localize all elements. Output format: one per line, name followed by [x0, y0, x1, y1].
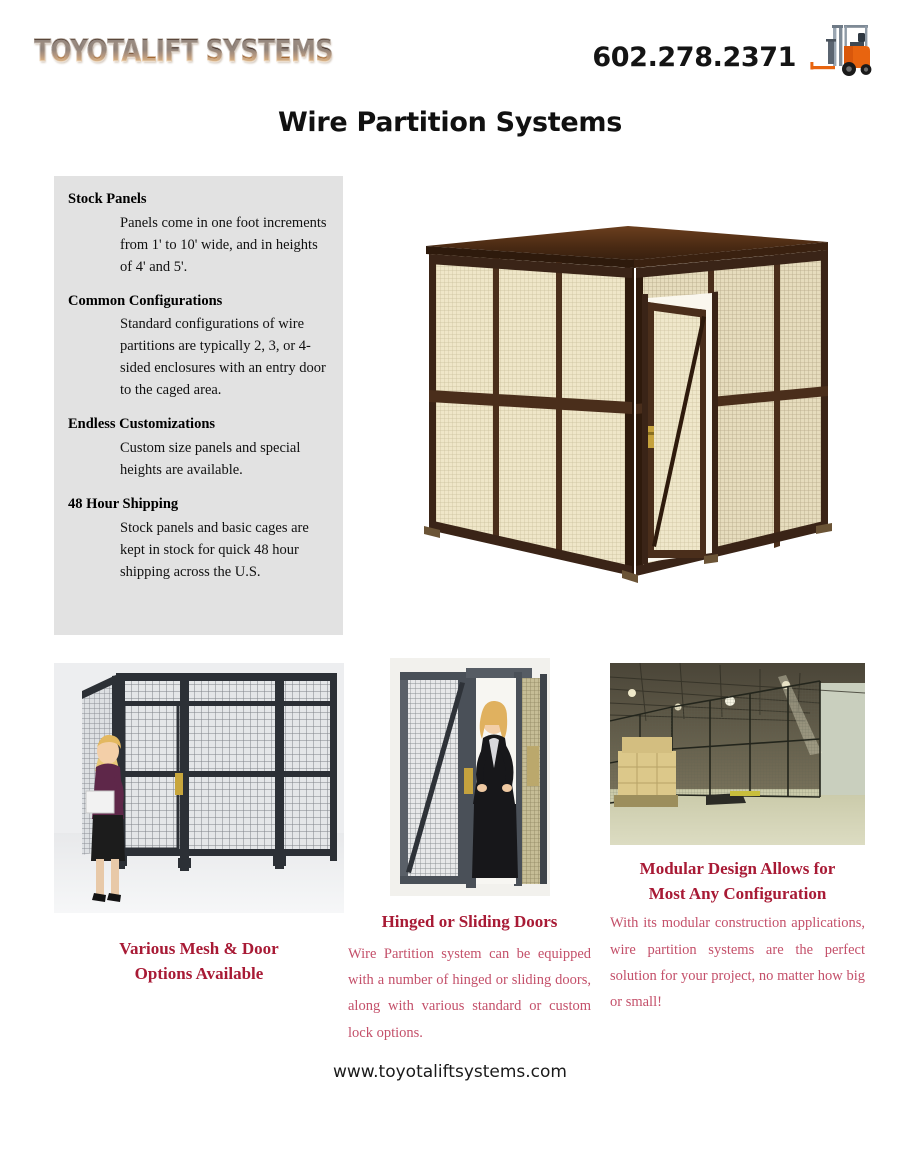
spec-heading: 48 Hour Shipping: [68, 495, 179, 512]
spec-block: [68, 292, 329, 402]
page-header: [0, 0, 900, 100]
spec-body: Standard configurations of wire partitions are typically 2, 3, or 4-sided enclosures with an entry door to the caged area.: [120, 316, 326, 399]
footer-website-url[interactable]: www.toyotaliftsystems.com: [333, 1062, 567, 1082]
column-caption-heading: Hinged or Sliding Doors: [381, 912, 558, 931]
caption-line-1: Modular Design Allows for: [639, 859, 836, 878]
spec-body: Custom size panels and special heights are available.: [120, 439, 301, 478]
column-caption-body: Wire Partition system can be equipped with a number of hinged or sliding doors, along with various standard or custom lock options.: [348, 945, 591, 1041]
wire-cage-enclosure-photo: [396, 198, 858, 588]
spec-block: [68, 415, 329, 481]
warehouse-partition-photo: [610, 663, 865, 845]
spec-heading: Stock Panels: [68, 191, 147, 207]
page-title: Wire Partition Systems: [277, 107, 623, 138]
column-caption-heading: [610, 857, 865, 906]
spec-block: [68, 495, 329, 583]
column-caption-heading: [54, 937, 344, 986]
spec-block: [68, 190, 329, 278]
spec-heading: Common Configurations: [68, 292, 223, 309]
column-caption-body: With its modular construction applications, wire partition systems are the perfect solution for your project, no matter how big or small!: [610, 915, 865, 1011]
specifications-panel: [54, 176, 343, 635]
forklift-icon: [806, 24, 872, 80]
spec-body: Panels come in one foot increments from 1' to 10' wide, and in heights of 4' and 5'.: [120, 214, 327, 275]
company-logo: TOYOTALIFT SYSTEMS: [34, 34, 333, 69]
feature-column-doors: [348, 658, 591, 1046]
feature-column-modular: [610, 663, 865, 1016]
caption-line-2: Options Available: [134, 963, 264, 983]
caption-line-2: Most Any Configuration: [648, 883, 827, 903]
wire-partition-with-person-photo: [54, 663, 344, 913]
feature-column-mesh-options: [54, 663, 344, 986]
phone-number: 602.278.2371: [592, 42, 796, 73]
spec-body: Stock panels and basic cages are kept in stock for quick 48 hour shipping across the U.S.: [120, 519, 309, 580]
spec-heading: Endless Customizations: [68, 416, 216, 433]
hinged-door-photo: [390, 658, 550, 896]
caption-line-1: Various Mesh & Door: [119, 939, 279, 958]
